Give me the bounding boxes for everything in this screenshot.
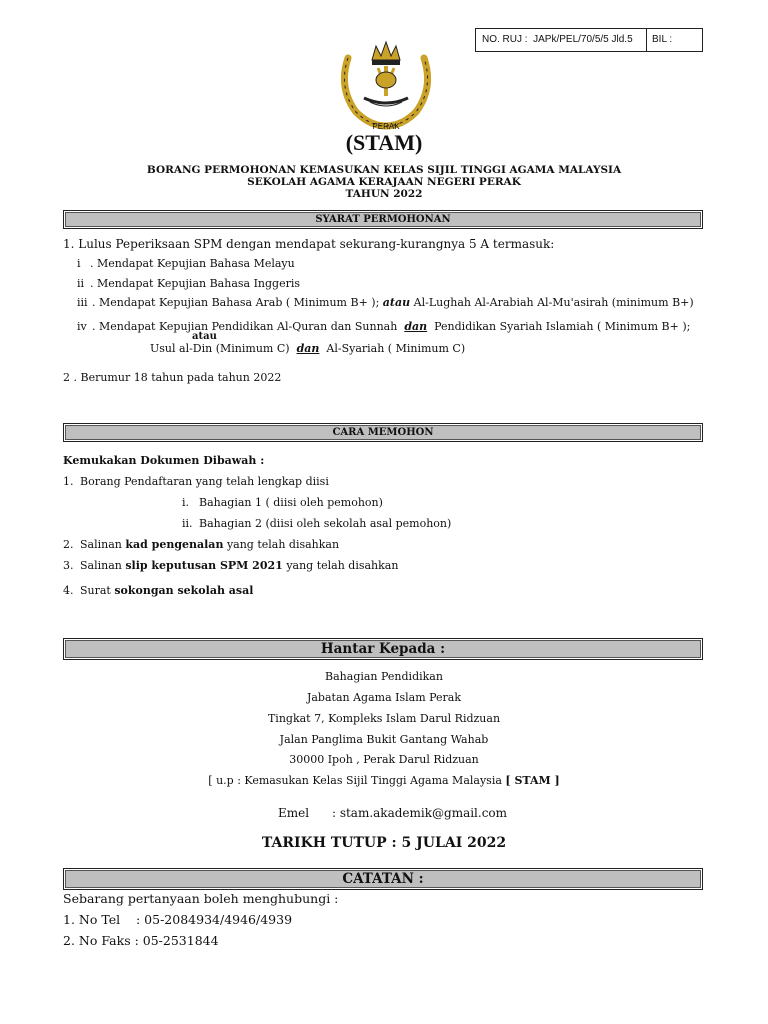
form-title-line3: TAHUN 2022 <box>345 188 423 200</box>
cara-item-4-num: 4. <box>63 584 74 597</box>
syarat-item-1: 1. Lulus Peperiksaan SPM dengan mendapat sekurang-kurangnya 5 A termasuk: <box>63 237 555 251</box>
syarat-sub-iv-or: atau <box>192 331 217 342</box>
cara-item-3: Salinan slip keputusan SPM 2021 yang telah disahkan <box>80 559 399 572</box>
address-line-6: [ u.p : Kemasukan Kelas Sijil Tinggi Agama Malaysia [ STAM ] <box>208 774 560 787</box>
cara-intro: Kemukakan Dokumen Dibawah : <box>63 454 265 467</box>
ref-divider <box>646 29 647 51</box>
syarat-sub-iv-num: iv <box>77 320 87 333</box>
cara-item-1-num: 1. <box>63 475 74 488</box>
syarat-sub-i: . Mendapat Kepujian Bahasa Melayu <box>90 257 295 270</box>
cara-item-1b: Bahagian 2 (diisi oleh sekolah asal pemohon) <box>199 517 452 530</box>
syarat-sub-iv: . Mendapat Kepujian Pendidikan Al-Quran dan Sunnah dan Pendidikan Syariah Islamiah ( Minimum B+ ); <box>92 320 691 333</box>
address-line-3: Tingkat 7, Kompleks Islam Darul Ridzuan <box>267 712 501 725</box>
syarat-sub-iii: . Mendapat Kepujian Bahasa Arab ( Minimum B+ ); atau Al-Lughah Al-Arabiah Al-Mu'asirah (minimum B+) <box>92 296 694 309</box>
email-line <box>278 806 507 820</box>
catatan-heading: CATATAN : <box>63 868 703 890</box>
cara-item-2-num: 2. <box>63 538 74 551</box>
cara-item-4: Surat sokongan sekolah asal <box>80 584 254 597</box>
email-address[interactable]: : stam.akademik@gmail.com <box>331 806 508 820</box>
cara-heading: CARA MEMOHON <box>63 423 703 442</box>
hantar-heading: Hantar Kepada : <box>63 638 703 660</box>
cara-item-1a: Bahagian 1 ( diisi oleh pemohon) <box>199 496 383 509</box>
cara-item-2: Salinan kad pengenalan yang telah disahkan <box>80 538 340 551</box>
catatan-intro: Sebarang pertanyaan boleh menghubungi : <box>63 891 339 906</box>
syarat-sub-ii: . Mendapat Kepujian Bahasa Inggeris <box>90 277 301 290</box>
syarat-sub-ii-num: ii <box>77 277 85 290</box>
address-line-5: 30000 Ipoh , Perak Darul Ridzuan <box>289 753 479 766</box>
stam-title: (STAM) <box>345 130 423 155</box>
cara-item-1b-num: ii. <box>182 517 193 530</box>
contact-fax: 2. No Faks : 05-2531844 <box>63 933 219 948</box>
cara-item-1: Borang Pendaftaran yang telah lengkap diisi <box>80 475 329 488</box>
address-line-1: Bahagian Pendidikan <box>325 670 443 683</box>
syarat-sub-i-num: i <box>77 257 81 270</box>
cara-item-3-num: 3. <box>63 559 74 572</box>
address-line-2: Jabatan Agama Islam Perak <box>306 691 462 704</box>
syarat-item-2: 2 . Berumur 18 tahun pada tahun 2022 <box>63 371 282 384</box>
form-title-line2: SEKOLAH AGAMA KERAJAAN NEGERI PERAK <box>247 176 521 188</box>
logo-label: PERAK <box>372 122 400 131</box>
syarat-sub-iii-num: iii <box>77 296 88 309</box>
perak-crest-logo <box>334 38 438 134</box>
closing-date: TARIKH TUTUP : 5 JULAI 2022 <box>261 835 507 851</box>
reference-box <box>475 28 703 52</box>
ref-number: NO. RUJ : JAPk/PEL/70/5/5 Jld.5 <box>482 34 633 45</box>
email-label: Emel <box>278 806 310 820</box>
bil-label: BIL : <box>652 34 673 45</box>
syarat-heading: SYARAT PERMOHONAN <box>63 210 703 229</box>
form-title-line1: BORANG PERMOHONAN KEMASUKAN KELAS SIJIL TINGGI AGAMA MALAYSIA <box>146 164 622 176</box>
address-line-4: Jalan Panglima Bukit Gantang Wahab <box>279 733 489 746</box>
syarat-sub-iv-alt: Usul al-Din (Minimum C) dan Al-Syariah ( Minimum C) <box>150 342 466 355</box>
cara-item-1a-num: i. <box>182 496 190 509</box>
contact-phone: 1. No Tel : 05-2084934/4946/4939 <box>63 912 293 927</box>
